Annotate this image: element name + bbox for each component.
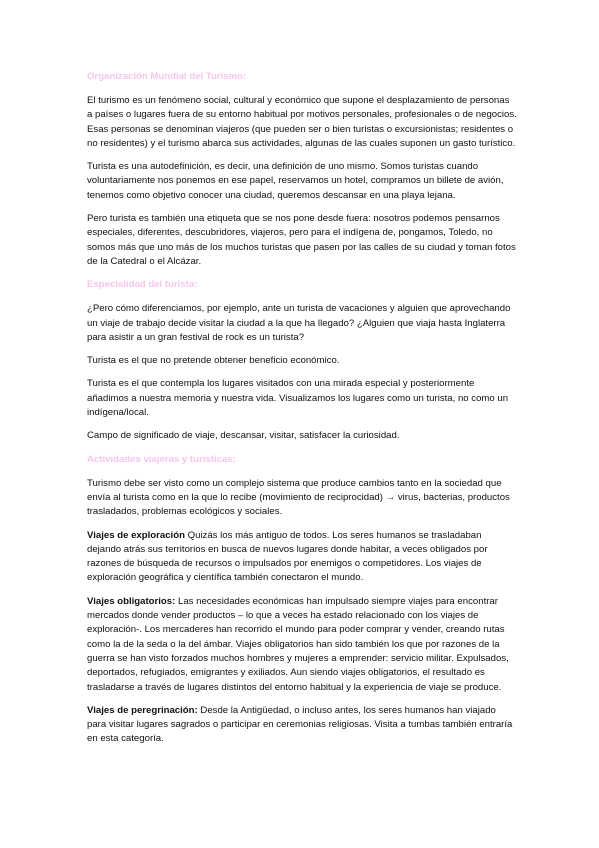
paragraph-lead: Viajes obligatorios: bbox=[87, 595, 176, 607]
paragraph-text: Turista es una autodefinición, es decir, una definición de uno mismo. Somos turistas cuando voluntariamente nos ponemos en ese papel, reservamos un hotel, compramos un billete de avión, tenemos como objetivo conocer una ciudad, queremos descansar en una playa lejana. bbox=[87, 161, 504, 201]
paragraph bbox=[87, 529, 517, 586]
paragraph-text: Turista es el que no pretende obtener beneficio económico. bbox=[87, 355, 340, 367]
paragraph-text: Campo de significado de viaje, descansar, visitar, satisfacer la curiosidad. bbox=[87, 430, 400, 442]
paragraph bbox=[87, 377, 517, 420]
paragraph bbox=[87, 354, 517, 368]
paragraph bbox=[87, 94, 517, 151]
paragraph bbox=[87, 477, 517, 520]
paragraph bbox=[87, 704, 517, 747]
paragraph bbox=[87, 302, 517, 345]
paragraph-text: Turista es el que contempla los lugares visitados con una mirada especial y posteriormente añadimos a nuestra memoria y nuestra vida. Visualizamos los lugares como un turista, no como un indígena/local. bbox=[87, 378, 509, 419]
paragraph bbox=[87, 160, 517, 203]
paragraph bbox=[87, 212, 517, 269]
section-heading: Especialidad del turista: bbox=[87, 279, 198, 291]
paragraph-text: Desde la Antigüedad, o incluso antes, los seres humanos han viajado para visitar lugares sagrados o participar en ceremonias religiosas. Visita a tumbas también entraría en esta categoría. bbox=[87, 704, 513, 745]
paragraph-text: ¿Pero cómo diferenciamos, por ejemplo, ante un turista de vacaciones y alguien que aprovechando un viaje de trabajo decide visitar la ciudad a la que ha llegado? ¿Alguien que viaja hasta Inglaterra para asistir a un gran festival de rock es un turista? bbox=[87, 303, 511, 343]
paragraph-lead: Viajes de peregrinación: bbox=[87, 704, 198, 716]
section-heading: Organización Mundial del Turismo: bbox=[87, 71, 247, 82]
paragraph-text: El turismo es un fenómeno social, cultural y económico que supone el desplazamiento de personas a países o lugares fuera de su entorno habitual por motivos personales, profesionales o de negocios. Esas personas se denominan viajeros (que pueden ser o bien turistas o excursionistas; residentes o no residentes) y el turismo abarca sus actividades, algunas de las cuales suponen un gasto turístico. bbox=[87, 95, 517, 149]
paragraph bbox=[87, 429, 517, 443]
paragraph-lead: Viajes de exploración bbox=[87, 529, 185, 541]
paragraph-text: Quizás los más antiguo de todos. Los seres humanos se trasladaban dejando atrás sus territorios en busca de nuevos lugares donde habitar, a veces obligados por razones de búsqueda de recursos o impulsados por enemigos o competidores. Los viajes de exploración geográfica y científica también conectaron el mundo. bbox=[87, 529, 488, 584]
paragraph-text: Pero turista es también una etiqueta que se nos pone desde fuera: nosotros podemos pensarnos especiales, diferentes, descubridores, viajeros, pero para el indígena de, pongamos, Toledo, no somos más que uno más de los muchos turistas que pasen por las calles de su ciudad y toman fotos de la Catedral o el Alcázar. bbox=[87, 213, 516, 267]
section-heading: Actividades viajeras y turísticas: bbox=[87, 453, 236, 465]
paragraph-text: Turismo debe ser visto como un complejo sistema que produce cambios tanto en la sociedad que envía al turista como en la que lo recibe (movimiento de reciprocidad) → virus, bacterias, productos trasladados, problemas ecológicos y sociales. bbox=[87, 477, 510, 518]
paragraph-text: Las necesidades económicas han impulsado siempre viajes para encontrar mercados donde vender productos – lo que a veces ha estado relacionado con los viajes de exploración-. Los mercaderes han recorrido el mundo para poder comprar y vender, creando rutas como la de la seda o la del ámbar. Viajes obligatorios han sido también los que por razones de la guerra se han visto forzados muchos hombres y mujeres a emprender: servicio militar. Expulsados, deportados, refugiados, emigrantes y exiliados. Aun siendo viajes obligatorios, el resultado es trasladarse a través de lugares distintos del entorno habitual y la experiencia de viaje se produce. bbox=[87, 595, 509, 693]
paragraph bbox=[87, 595, 517, 695]
